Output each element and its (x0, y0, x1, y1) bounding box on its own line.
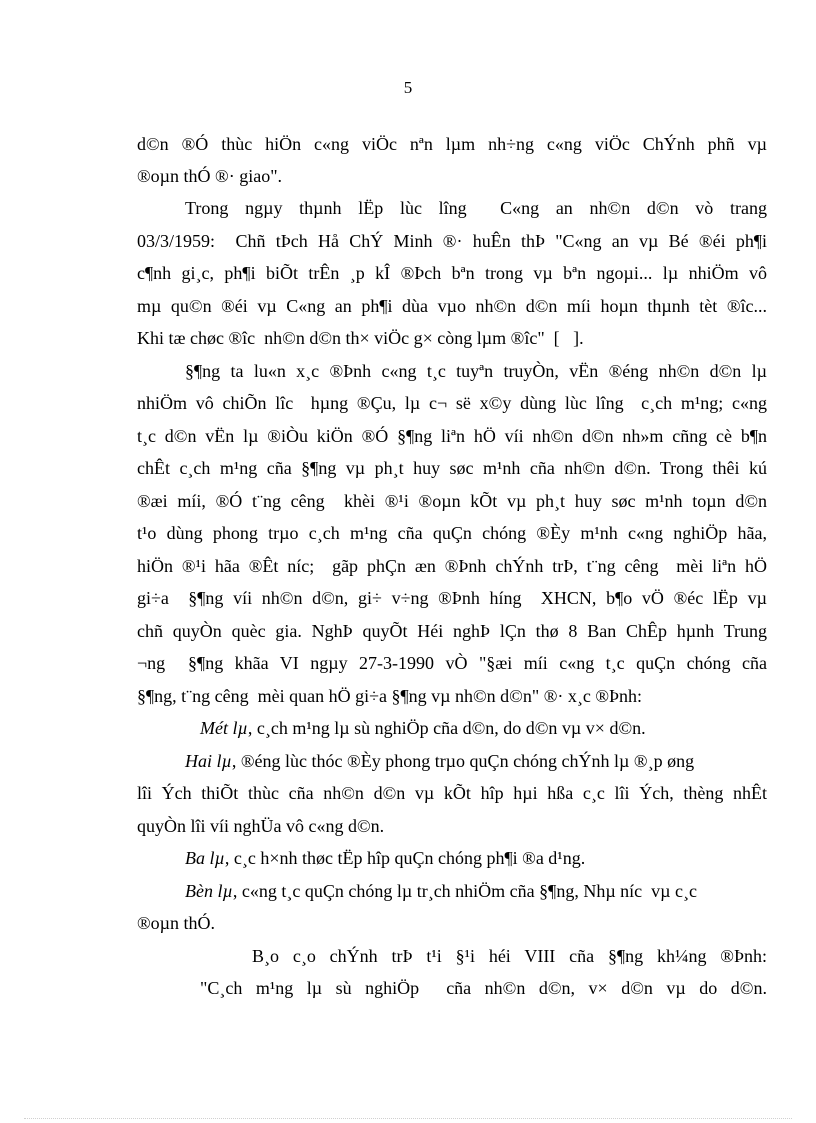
text-line: chÊt c¸ch m¹ng cña §¶ng vµ ph¸t huy søc m¹nh cña nh©n d©n. Trong thêi kú (137, 458, 767, 478)
text-line: lîi Ých thiÕt thùc cña nh©n d©n vµ kÕt hîp hµi hßa c¸c lîi Ých, thèng nhÊt (137, 783, 767, 803)
text-line: ®oµn thÓ ®· giao". (137, 166, 283, 186)
page-number: 5 (403, 78, 413, 97)
quote-line: "C¸ch m¹ng lµ sù nghiÖp cña nh©n d©n, v× d©n vµ do d©n. (200, 978, 767, 998)
item-four-text: , c«ng t¸c quÇn chóng lµ tr¸ch nhiÖm cña §¶ng, Nhµ níc vµ c¸c (232, 881, 698, 901)
item-one-text: , c¸ch m¹ng lµ sù nghiÖp cña d©n, do d©n vµ v× d©n. (247, 718, 646, 738)
text-line: B¸o c¸o chÝnh trÞ t¹i §¹i héi VIII cña §¶ng kh¼ng ®Þnh: (252, 946, 767, 966)
item-two-label: Hai lµ (185, 751, 232, 771)
text-line: chñ quyÒn quèc gia. NghÞ quyÕt Héi nghÞ lÇn thø 8 Ban ChÊp hµnh Trung (137, 621, 767, 641)
item-one-label: Mét lµ (200, 718, 248, 738)
bottom-rule (24, 1118, 792, 1119)
text-line: ¬ng §¶ng khãa VI ngµy 27-3-1990 vÒ "§æi míi c«ng t¸c quÇn chóng cña (137, 653, 767, 673)
text-line: §¶ng ta lu«n x¸c ®Þnh c«ng t¸c tuyªn truyÒn, vËn ®éng nh©n d©n lµ (185, 361, 767, 381)
item-four (185, 881, 697, 901)
item-three-label: Ba lµ (185, 848, 225, 868)
text-line: hiÖn ®¹i hãa ®Êt níc; gãp phÇn æn ®Þnh chÝnh trÞ, t¨ng cêng mèi liªn hÖ (137, 556, 767, 576)
text-line: ®oµn thÓ. (137, 913, 216, 933)
text-line: mµ qu©n ®éi vµ C«ng an ph¶i dùa vµo nh©n d©n míi hoµn thµnh tèt ®îc... (137, 296, 767, 316)
text-line: c¶nh gi¸c, ph¶i biÕt trÊn ¸p kÎ ®Þch bªn trong vµ bªn ngoµi... lµ nhiÖm vô (137, 263, 767, 283)
text-line: nhiÖm vô chiÕn lîc hµng ®Çu, lµ c¬ së x©y dùng lùc lîng c¸ch m¹ng; c«ng (137, 393, 767, 413)
text-line: Khi tæ chøc ®îc nh©n d©n th× viÖc g× còng lµm ®îc" [ ]. (137, 328, 584, 348)
text-line: ®æi míi, ®Ó t¨ng cêng khèi ®¹i ®oµn kÕt vµ ph¸t huy søc m¹nh toµn d©n (137, 491, 767, 511)
item-four-label: Bèn lµ (185, 881, 233, 901)
text-line: gi÷a §¶ng víi nh©n d©n, gi÷ v÷ng ®Þnh híng XHCN, b¶o vÖ ®éc lËp vµ (137, 588, 767, 608)
text-line: §¶ng, t¨ng cêng mèi quan hÖ gi÷a §¶ng vµ nh©n d©n" ®· x¸c ®Þnh: (137, 686, 643, 706)
text-line: t¹o dùng phong trµo c¸ch m¹ng cña quÇn chóng ®Èy m¹nh c«ng nghiÖp hãa, (137, 523, 767, 543)
item-one (200, 718, 646, 738)
text-line: quyÒn lîi víi nghÜa vô c«ng d©n. (137, 816, 385, 836)
item-three-text: , c¸c h×nh thøc tËp hîp quÇn chóng ph¶i ®a d¹ng. (224, 848, 586, 868)
item-three (185, 848, 585, 868)
item-two-text: , ®éng lùc thóc ®Èy phong trµo quÇn chóng chÝnh lµ ®¸p øng (231, 751, 695, 771)
text-line: t¸c d©n vËn lµ ®iÒu kiÖn ®Ó §¶ng liªn hÖ víi nh©n d©n nh»m cñng cè b¶n (137, 426, 767, 446)
text-line: 03/3/1959: Chñ tÞch Hå ChÝ Minh ®· huÊn thÞ "C«ng an vµ Bé ®éi ph¶i (137, 231, 767, 251)
text-line: Trong ngµy thµnh lËp lùc lîng C«ng an nh©n d©n vò trang (185, 198, 767, 218)
item-two (185, 751, 767, 771)
text-line: d©n ®Ó thùc hiÖn c«ng viÖc nªn lµm nh÷ng c«ng viÖc ChÝnh phñ vµ (137, 134, 767, 154)
